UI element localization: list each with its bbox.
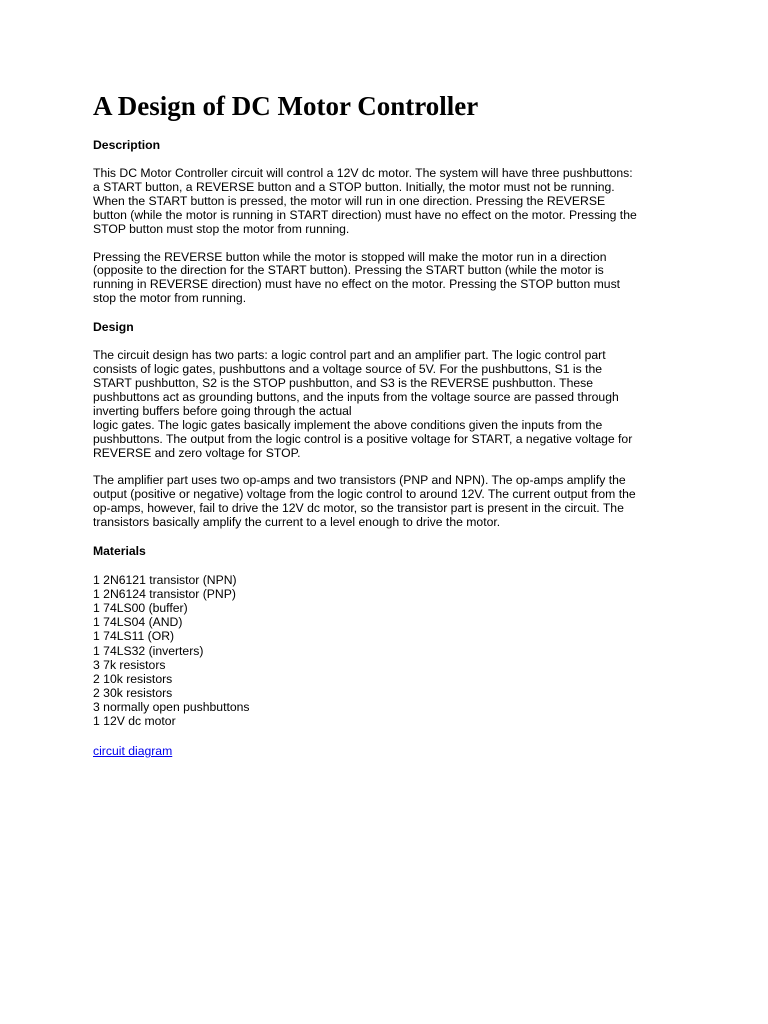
material-item: 2 30k resistors (93, 685, 173, 700)
page-title: A Design of DC Motor Controller (93, 91, 479, 121)
text-line: (opposite to the direction for the START button). Pressing the START button (while the motor is (93, 263, 604, 278)
text-line: START pushbutton, S2 is the STOP pushbutton, and S3 is the REVERSE pushbutton. These (93, 375, 593, 390)
material-item: 1 12V dc motor (93, 713, 176, 728)
text-line: transistors basically amplify the current to a level enough to drive the motor. (93, 515, 501, 530)
text-line: The amplifier part uses two op-amps and two transistors (PNP and NPN). The op-amps amplify the (93, 473, 626, 488)
design-heading: Design (93, 320, 134, 335)
text-line: running in REVERSE direction) must have no effect on the motor. Pressing the STOP button must (93, 277, 621, 292)
description-paragraph-1 (93, 167, 683, 237)
material-item: 3 7k resistors (93, 657, 166, 672)
materials-list (93, 573, 683, 728)
material-item: 1 74LS04 (AND) (93, 615, 183, 630)
circuit-diagram-link[interactable]: circuit diagram (93, 744, 173, 759)
text-line: This DC Motor Controller circuit will control a 12V dc motor. The system will have three pushbuttons: (93, 166, 633, 180)
text-line: Pressing the REVERSE button while the motor is stopped will make the motor run in a direction (93, 249, 607, 264)
text-line: consists of logic gates, pushbuttons and a voltage source of 5V. For the pushbuttons, S1 is the (93, 362, 603, 377)
text-line: button (while the motor is running in START direction) must have no effect on the motor. Pressing the (93, 207, 637, 222)
material-item: 1 2N6121 transistor (NPN) (93, 573, 237, 588)
text-line: logic gates. The logic gates basically implement the above conditions given the inputs from the (93, 417, 603, 432)
material-item: 1 2N6124 transistor (PNP) (93, 587, 236, 602)
design-paragraph-1 (93, 349, 683, 460)
text-line: output (positive or negative) voltage from the logic control to around 12V. The current output from the (93, 487, 636, 502)
material-item: 1 74LS00 (buffer) (93, 601, 188, 616)
design-paragraph-2 (93, 474, 683, 530)
text-line: pushbuttons. The output from the logic control is a positive voltage for START, a negative voltage for (93, 431, 633, 446)
text-line: STOP button must stop the motor from running. (93, 221, 350, 236)
text-line: When the START button is pressed, the motor will run in one direction. Pressing the REVERSE (93, 193, 606, 208)
material-item: 3 normally open pushbuttons (93, 699, 250, 714)
text-line: stop the motor from running. (93, 291, 247, 306)
text-line: a START button, a REVERSE button and a STOP button. Initially, the motor must not be running. (93, 179, 615, 194)
text-line: The circuit design has two parts: a logic control part and an amplifier part. The logic control part (93, 348, 606, 363)
material-item: 1 74LS32 (inverters) (93, 643, 204, 658)
text-line: inverting buffers before going through the actual (93, 403, 352, 418)
material-item: 1 74LS11 (OR) (93, 629, 175, 644)
materials-heading: Materials (93, 544, 146, 559)
description-heading: Description (93, 138, 161, 152)
description-paragraph-2 (93, 251, 683, 307)
document-page (93, 88, 683, 760)
text-line: pushbuttons act as grounding buttons, and the inputs from the voltage source are passed through (93, 389, 619, 404)
material-item: 2 10k resistors (93, 671, 173, 686)
text-line: op-amps, however, fail to drive the 12V dc motor, so the transistor part is present in the circuit. The (93, 501, 624, 516)
text-line: REVERSE and zero voltage for STOP. (93, 445, 301, 460)
